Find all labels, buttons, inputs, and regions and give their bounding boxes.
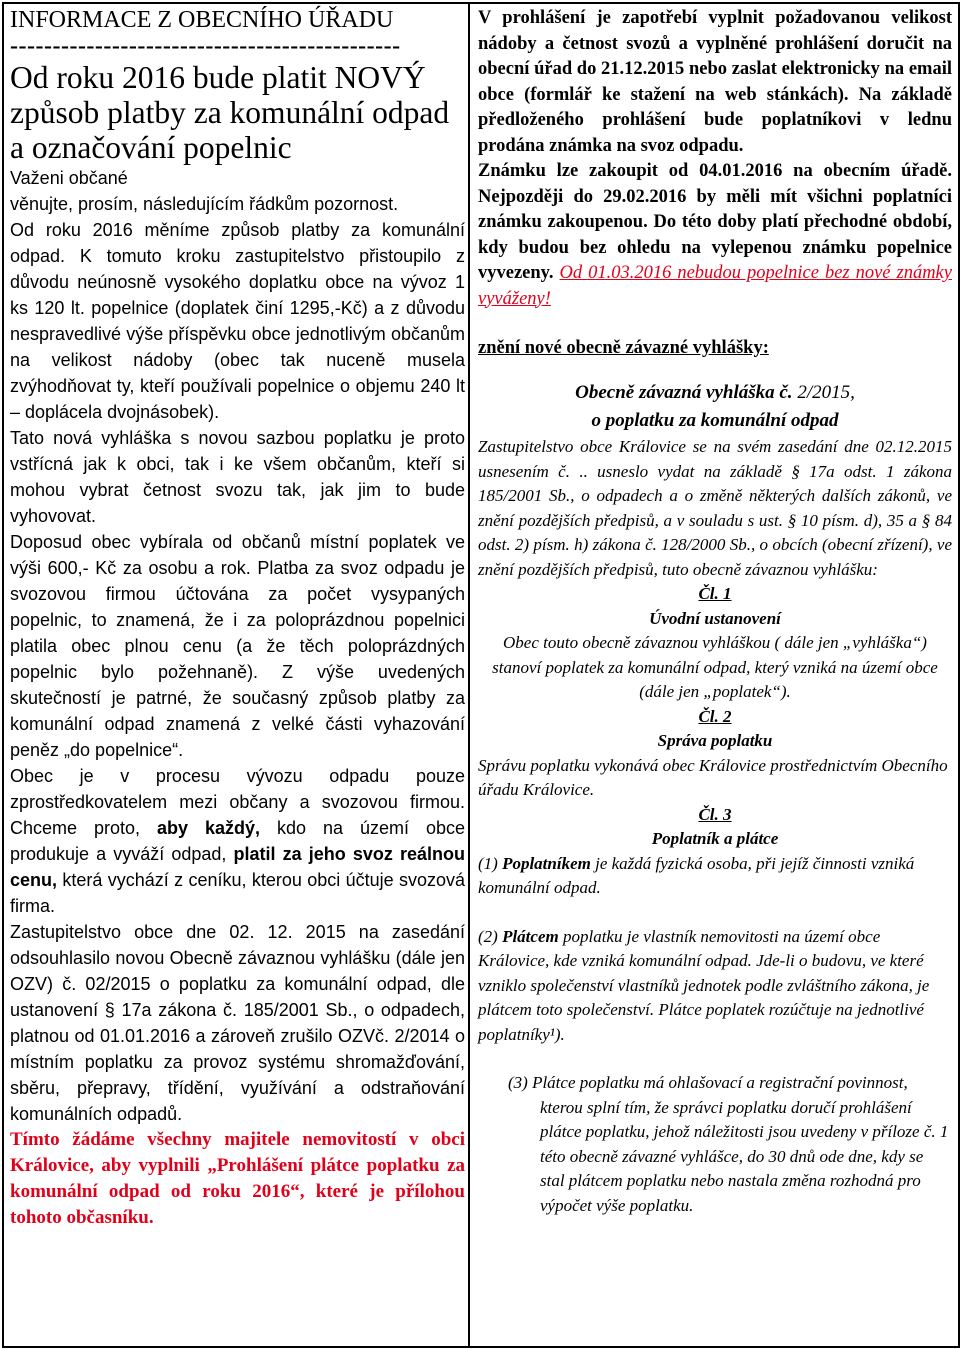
paragraph-old-fee: Doposud obec vybírala od občanů místní poplatek ve výši 600,- Kč za osobu a rok. Platba za svoz odpadu je svozovou firmou účtována za počet vysypaných popelnic, to znamená, že i za poloprázdnou popelnici platila obec plnou cenu (a že těch poloprázdných popelnic bylo požehnaně). Z výše uvedených skutečností je patrné, že současný způsob platby za komunální odpad znamená z velké části vyhazování peněz „do popelnice“. bbox=[10, 532, 465, 760]
article-3-title: Poplatník a plátce bbox=[651, 829, 779, 848]
article-2-number: Čl. 2 bbox=[698, 706, 732, 726]
article-1-title: Úvodní ustanovení bbox=[649, 608, 781, 628]
attention-line: věnujte, prosím, následujícím řádkům pozornost. bbox=[10, 194, 399, 214]
headline: Od roku 2016 bude platit NOVÝ způsob platby za komunální odpad a označování popelnic bbox=[10, 60, 450, 165]
article-1-number: Čl. 1 bbox=[698, 584, 732, 603]
article-3-number: Čl. 3 bbox=[698, 804, 732, 824]
article-3-section-3: (3) Plátce poplatku má ohlašovací a registrační povinnost, kterou splní tím, že správci poplatku doručí prohlášení plátce poplatku, jehož náležitosti jsou uvedeny v příloze č. 1 této obecně závazné vyhlášce, do 30 dnů ode dne, kdy se stal plátcem poplatku nebo nastala změna rozhodná pro výpočet výše poplatku. bbox=[508, 1073, 949, 1215]
decree-subtitle: o poplatku za komunální odpad bbox=[591, 410, 839, 431]
page-title: INFORMACE Z OBECNÍHO ÚŘADU bbox=[10, 7, 394, 33]
declaration-instructions: V prohlášení je zapotřebí vyplnit požadovanou velikost nádoby a četnost svozů a vyplněné prohlášení doručit na obecní úřad do 21.12.2015 nebo zaslat elektronicky na email obce (formlář ke stažení na web stánkách). Na základě předloženého prohlášení bude poplatníkovi v lednu prodána známka na svoz odpadu. bbox=[478, 8, 952, 156]
column-divider bbox=[468, 2, 470, 1348]
right-column bbox=[478, 6, 952, 1218]
paragraph-new-rate: Tato nová vyhláška s novou sazbou poplatku je proto vstřícná jak k obci, tak i ke všem občanům, kteří si mohou vybrat četnost svozu tak, jak jim to bude vyhovovat. bbox=[10, 428, 465, 526]
left-column bbox=[10, 6, 465, 1231]
decree-title: Obecně závazná vyhláška č. 2/2015, bbox=[575, 382, 855, 403]
request-notice: Tímto žádáme všechny majitele nemovitostí v obci Královice, aby vyplnili „Prohlášení plátce poplatku za komunální odpad od roku 2016“, které je přílohou tohoto občasníku. bbox=[10, 1129, 465, 1228]
article-1-body: Obec touto obecně závaznou vyhláškou ( dále jen „vyhláška“) stanoví poplatek za komunální odpad, který vzniká na území obce (dále jen „poplatek“). bbox=[492, 633, 938, 701]
article-3-section-2: (2) Plátcem poplatku je vlastník nemovitosti na území obce Královice, kde vzniká komunální odpad. Jde-li o budovu, ve které vzniklo společenství vlastníků jednotek podle zvláštního zákona, je plátcem toto společenství. Plátce poplatek rozúčtuje na jednotlivé poplatníky¹). bbox=[478, 926, 930, 1044]
decree-heading: znění nové obecně závazné vyhlášky: bbox=[478, 338, 769, 358]
deadline-warning: Od 01.03.2016 nebudou popelnice bez nové známky vyváženy! bbox=[478, 263, 952, 309]
article-2-body: Správu poplatku vykonává obec Královice prostřednictvím Obecního úřadu Královice. bbox=[478, 755, 948, 799]
paragraph-reason: Od roku 2016 měníme způsob platby za komunální odpad. K tomuto kroku zastupitelstvo přistoupilo z důvodu neúnosně vysokého doplatku obce na vývoz 1 ks 120 lt. popelnice (doplatek činí 1295,-Kč) a z důvodu nespravedlivé výše příspěvku obce jednotlivým občanům na velikost nádoby (obec tak nuceně musela zvýhodňovat ty, kteří používali popelnice o objemu 240 lt – doplácela dvojnásobek). bbox=[10, 220, 465, 422]
greeting: Važeni občané bbox=[10, 168, 128, 188]
intro-text bbox=[10, 165, 465, 1127]
title-underline: ---------------------------------------------- bbox=[10, 34, 401, 58]
decree-intro: Zastupitelstvo obce Královice se na svém zasedání dne 02.12.2015 usnesením č. .. usneslo vydat na základě § 17a odst. 1 zákona 185/2001 Sb., o odpadech a o změně některých dalších zákonů, ve znění pozdějších předpisů, a v souladu s ust. § 10 písm. d), 35 a § 84 odst. 2) písm. h) zákona č. 128/2000 Sb., o obcích (obecní zřízení), ve znění pozdějších předpisů, tuto obecně závaznou vyhlášku: bbox=[478, 437, 952, 579]
article-3-section-1: (1) Poplatníkem je každá fyzická osoba, při jejíž činnosti vzniká komunální odpad. bbox=[478, 853, 915, 897]
paragraph-intermediary: Obec je v procesu vývozu odpadu pouze zprostředkovatelem mezi občany a svozovou firmou. Chceme proto, aby každý, kdo na území obce produkuje a vyváží odpad, platil za jeho svoz reálnou cenu, která vychází z ceníku, kterou obci účtuje svozová firma. bbox=[10, 766, 465, 916]
paragraph-council: Zastupitelstvo obce dne 02. 12. 2015 na zasedání odsouhlasilo novou Obecně závaznou vyhlášku (dále jen OZV) č. 02/2015 o poplatku za komunální odpad, dle ustanovení § 17a zákona č. 185/2001 Sb., o odpadech, platnou od 01.01.2016 a zároveň zrušilo OZVč. 2/2014 o místním poplatku za provoz systému shromažďování, sběru, přepravy, třídění, využívání a odstraňování komunálních odpadů. bbox=[10, 922, 465, 1124]
article-2-title: Správa poplatku bbox=[657, 731, 773, 750]
sticker-info: Známku lze zakoupit od 04.01.2016 na obecním úřadě. Nejpozději do 29.02.2016 by měli mít všichni poplatníci známku zakoupenou. Do této doby platí přechodné období, kdy budou bez ohledu na vylepenou známku popelnice vyvezeny. Od 01.03.2016 nebudou popelnice bez nové známky vyváženy! bbox=[478, 161, 952, 309]
